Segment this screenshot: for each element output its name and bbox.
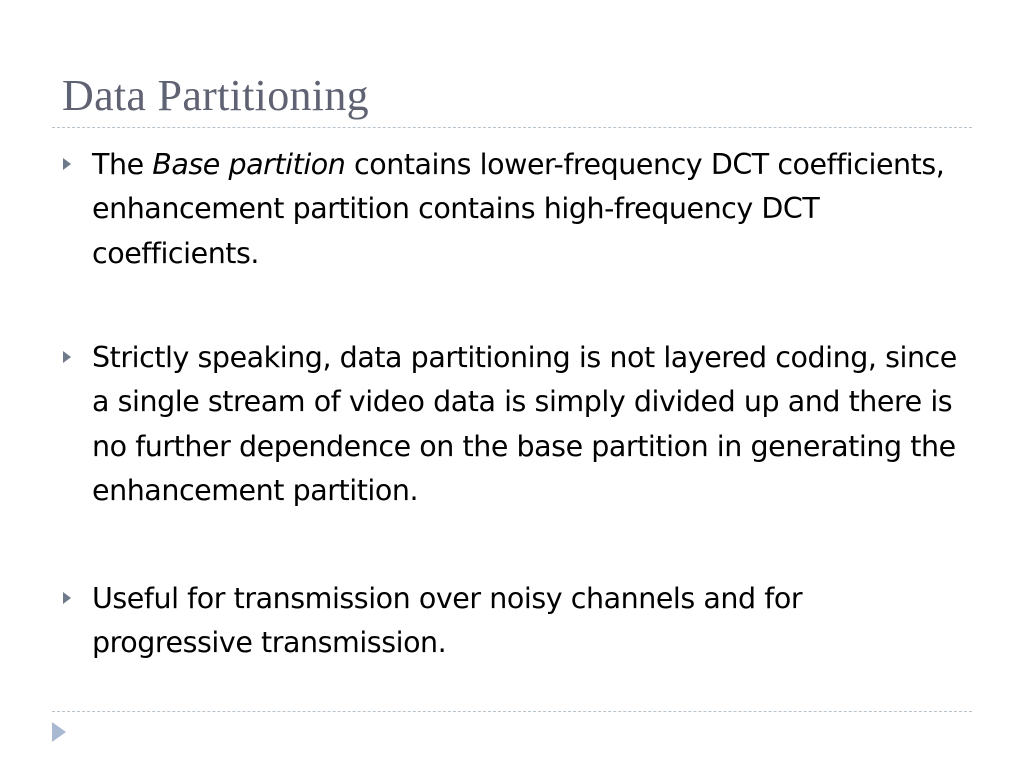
bullet-text: Strictly speaking, data partitioning is not layered coding, since a single stream of video data is simply divided up and there is no further dependence on the base partition in generating the enhancement partition.	[92, 341, 957, 507]
bullet-text-rest: contains lower-frequency DCT coefficients, enhancement partition contains high-frequency DCT coefficients.	[92, 148, 945, 270]
bullet-triangle-icon	[63, 592, 71, 604]
bullet-text	[92, 143, 962, 276]
bullet-text-lead: The	[92, 148, 153, 181]
title-divider	[52, 127, 972, 128]
bullet-triangle-icon	[63, 158, 71, 170]
corner-triangle-icon	[52, 722, 66, 742]
bullet-text-italic: Base partition	[152, 148, 346, 181]
bullet-text: Useful for transmission over noisy channels and for progressive transmission.	[92, 582, 803, 660]
slide-title: Data Partitioning	[62, 71, 369, 120]
footer-divider	[52, 711, 972, 712]
bullet-triangle-icon	[63, 351, 71, 363]
